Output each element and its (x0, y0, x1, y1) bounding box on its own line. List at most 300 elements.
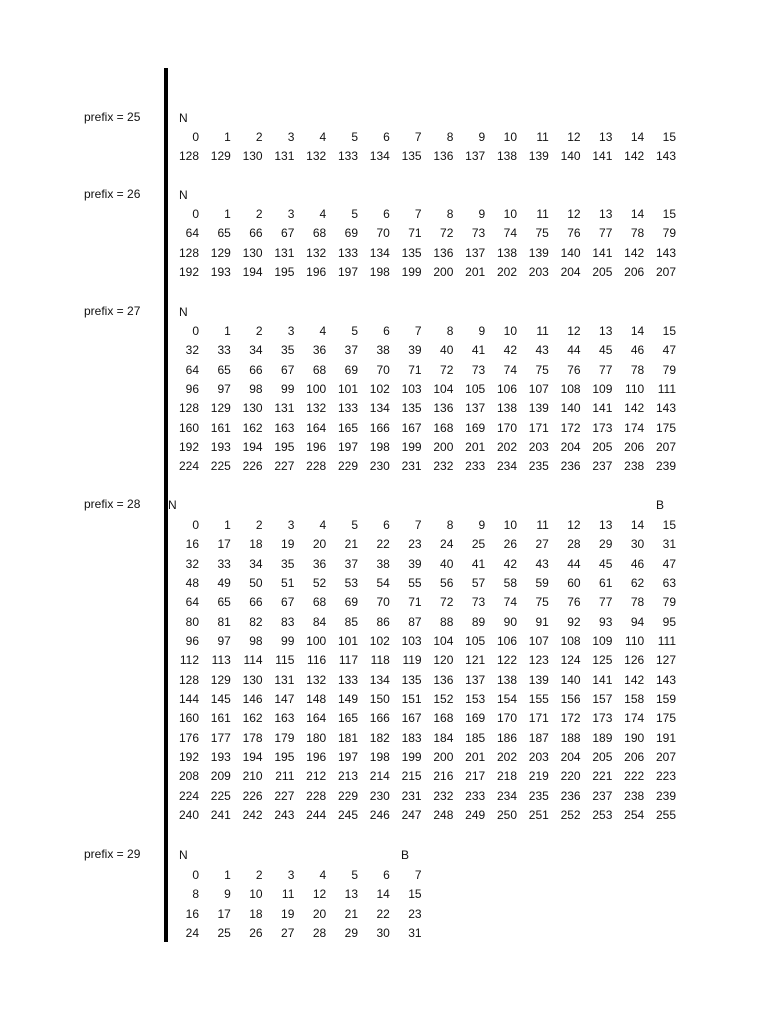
number-cell: 119 (402, 653, 422, 668)
number-cell: 131 (274, 401, 295, 416)
number-cell: 170 (496, 420, 517, 435)
number-cell: 228 (306, 459, 327, 474)
number-cell: 129 (210, 401, 231, 416)
number-row (0, 787, 768, 806)
number-cell: 73 (471, 226, 486, 241)
number-cell: 143 (655, 401, 676, 416)
number-cell: 18 (249, 906, 263, 921)
number-cell: 0 (192, 324, 199, 338)
number-cell: 36 (312, 556, 327, 571)
number-cell: 142 (624, 149, 645, 164)
number-cell: 72 (440, 595, 454, 610)
number-cell: 158 (624, 692, 645, 706)
number-cell: 83 (281, 614, 295, 629)
number-row (0, 748, 768, 767)
number-cell: 169 (465, 420, 486, 435)
number-cell: 183 (401, 730, 422, 745)
number-cell: 64 (185, 362, 199, 377)
number-cell: 191 (655, 730, 676, 745)
number-cell: 249 (465, 808, 486, 822)
number-cell: 140 (560, 401, 581, 416)
number-cell: 145 (210, 692, 231, 706)
number-cell: 225 (210, 788, 231, 803)
number-cell: 2 (255, 868, 263, 882)
number-row (0, 866, 768, 885)
number-cell: 100 (306, 382, 327, 396)
number-cell: 69 (344, 362, 358, 377)
number-cell: 13 (599, 130, 613, 144)
number-cell: 0 (192, 207, 199, 221)
number-cell: 58 (503, 576, 517, 590)
number-cell: 126 (624, 653, 645, 668)
number-cell: 70 (376, 595, 390, 610)
number-cell: 12 (567, 130, 581, 144)
number-cell: 234 (496, 788, 517, 803)
number-cell: 160 (178, 711, 199, 726)
number-row (0, 671, 768, 690)
number-cell: 97 (217, 382, 231, 396)
number-cell: 79 (662, 362, 676, 377)
number-cell: 190 (624, 730, 645, 745)
marker-b: B (656, 498, 665, 512)
number-cell: 139 (528, 245, 549, 260)
number-cell: 175 (655, 420, 676, 435)
number-cell: 71 (408, 362, 422, 377)
number-cell: 21 (344, 906, 358, 921)
number-cell: 76 (567, 595, 581, 610)
number-row (0, 419, 768, 438)
number-cell: 226 (242, 459, 263, 474)
number-cell: 169 (465, 711, 486, 726)
number-cell: 242 (242, 808, 263, 822)
number-cell: 3 (287, 518, 295, 532)
number-cell: 104 (433, 634, 454, 648)
number-cell: 193 (210, 440, 231, 454)
number-cell: 69 (344, 595, 358, 610)
number-cell: 8 (446, 207, 454, 221)
number-cell: 155 (528, 692, 549, 706)
number-cell: 0 (192, 868, 199, 882)
number-cell: 185 (465, 730, 486, 745)
number-cell: 75 (535, 362, 549, 377)
number-cell: 86 (376, 614, 390, 629)
number-cell: 168 (433, 711, 454, 726)
number-cell: 129 (210, 245, 231, 260)
number-cell: 130 (242, 672, 263, 687)
number-cell: 209 (210, 769, 231, 784)
number-cell: 233 (465, 459, 486, 474)
number-cell: 99 (281, 382, 295, 396)
number-cell: 4 (319, 518, 327, 532)
section-label: prefix = 25 (84, 110, 141, 124)
number-cell: 1 (224, 207, 231, 221)
number-cell: 100 (306, 634, 327, 648)
number-cell: 88 (440, 614, 454, 629)
number-cell: 74 (503, 226, 517, 241)
number-cell: 109 (592, 382, 613, 396)
number-cell: 6 (383, 207, 390, 221)
number-cell: 136 (433, 401, 454, 416)
number-cell: 198 (369, 750, 390, 764)
number-cell: 42 (503, 556, 517, 571)
number-cell: 7 (414, 130, 422, 144)
number-cell: 248 (433, 808, 454, 822)
number-cell: 116 (307, 653, 327, 668)
number-cell: 167 (401, 420, 422, 435)
number-cell: 139 (528, 401, 549, 416)
number-cell: 130 (242, 401, 263, 416)
number-cell: 110 (625, 634, 645, 648)
number-cell: 212 (306, 769, 327, 784)
number-cell: 25 (471, 537, 486, 552)
number-row (0, 613, 768, 632)
number-cell: 205 (592, 750, 613, 764)
number-cell: 138 (496, 401, 517, 416)
number-row (0, 263, 768, 282)
number-cell: 192 (178, 440, 199, 454)
number-cell: 45 (599, 343, 613, 358)
number-cell: 147 (274, 692, 295, 706)
number-cell: 140 (560, 672, 581, 687)
number-cell: 9 (478, 130, 486, 144)
number-cell: 178 (242, 730, 263, 745)
number-cell: 101 (337, 634, 358, 648)
number-cell: 151 (401, 692, 422, 706)
number-cell: 180 (306, 730, 327, 745)
number-cell: 203 (528, 750, 549, 764)
number-cell: 105 (465, 634, 486, 648)
number-cell: 231 (401, 459, 422, 474)
number-cell: 198 (369, 440, 390, 454)
marker-n: N (179, 848, 188, 862)
number-cell: 2 (255, 518, 263, 532)
number-cell: 133 (337, 672, 358, 687)
number-cell: 166 (369, 420, 390, 435)
number-cell: 11 (536, 518, 549, 532)
number-cell: 130 (242, 245, 263, 260)
number-cell: 66 (249, 226, 263, 241)
number-cell: 9 (478, 518, 486, 532)
number-cell: 154 (496, 692, 517, 706)
number-cell: 218 (496, 769, 517, 784)
number-cell: 202 (496, 440, 517, 454)
number-cell: 15 (408, 887, 422, 902)
number-cell: 24 (185, 926, 199, 940)
number-cell: 19 (281, 906, 295, 921)
number-cell: 6 (383, 130, 390, 144)
number-cell: 76 (567, 362, 581, 377)
number-cell: 77 (599, 362, 613, 377)
number-cell: 91 (535, 614, 549, 629)
number-cell: 75 (535, 226, 549, 241)
number-cell: 40 (440, 556, 454, 571)
number-cell: 10 (249, 887, 263, 902)
number-cell: 195 (274, 265, 295, 279)
number-cell: 117 (338, 653, 358, 668)
number-cell: 153 (465, 692, 486, 706)
number-cell: 74 (503, 362, 517, 377)
number-cell: 213 (337, 769, 358, 784)
number-cell: 94 (630, 614, 645, 629)
number-cell: 1 (224, 518, 231, 532)
number-cell: 64 (185, 595, 199, 610)
number-cell: 201 (465, 440, 486, 454)
number-cell: 20 (312, 537, 327, 552)
number-cell: 152 (433, 692, 454, 706)
number-cell: 85 (344, 614, 358, 629)
number-cell: 64 (185, 226, 199, 241)
number-cell: 128 (178, 401, 199, 416)
number-cell: 7 (414, 324, 422, 338)
number-cell: 224 (178, 459, 199, 474)
number-cell: 131 (274, 149, 295, 164)
number-cell: 14 (630, 130, 645, 144)
number-cell: 65 (217, 226, 231, 241)
number-cell: 173 (592, 711, 613, 726)
number-row (0, 555, 768, 574)
number-cell: 135 (401, 245, 422, 260)
number-cell: 37 (344, 556, 358, 571)
number-cell: 217 (465, 769, 486, 784)
number-cell: 13 (599, 207, 613, 221)
number-cell: 25 (217, 926, 231, 940)
number-cell: 5 (351, 868, 358, 882)
number-cell: 239 (655, 788, 676, 803)
number-cell: 222 (624, 769, 645, 784)
number-cell: 193 (210, 750, 231, 764)
number-cell: 231 (401, 788, 422, 803)
number-cell: 68 (312, 362, 327, 377)
number-cell: 122 (496, 653, 517, 668)
number-cell: 0 (192, 518, 199, 532)
number-cell: 168 (433, 420, 454, 435)
number-cell: 194 (242, 750, 263, 764)
number-cell: 204 (560, 750, 581, 764)
number-cell: 71 (408, 226, 422, 241)
number-cell: 135 (401, 149, 422, 164)
number-cell: 228 (306, 788, 327, 803)
number-cell: 163 (274, 711, 295, 726)
number-cell: 181 (337, 730, 358, 745)
number-row (0, 380, 768, 399)
number-cell: 161 (210, 420, 231, 435)
number-cell: 141 (592, 245, 613, 260)
number-cell: 149 (337, 692, 358, 706)
number-cell: 144 (178, 692, 199, 706)
number-cell: 8 (446, 130, 454, 144)
number-cell: 128 (178, 245, 199, 260)
number-cell: 27 (281, 926, 295, 940)
number-cell: 15 (662, 130, 676, 144)
number-cell: 137 (465, 672, 486, 687)
number-cell: 166 (369, 711, 390, 726)
number-cell: 32 (185, 556, 199, 571)
number-cell: 197 (337, 440, 358, 454)
number-cell: 174 (624, 420, 645, 435)
number-cell: 32 (185, 343, 199, 358)
number-cell: 5 (351, 324, 358, 338)
number-cell: 13 (599, 324, 613, 338)
number-cell: 206 (624, 750, 645, 764)
number-cell: 206 (624, 265, 645, 279)
number-cell: 17 (217, 537, 231, 552)
number-cell: 162 (242, 711, 263, 726)
number-cell: 192 (178, 265, 199, 279)
number-cell: 101 (337, 382, 358, 396)
number-cell: 6 (383, 324, 390, 338)
number-cell: 2 (255, 324, 263, 338)
number-cell: 14 (630, 324, 645, 338)
number-row (0, 322, 768, 341)
number-cell: 142 (624, 401, 645, 416)
number-cell: 38 (376, 343, 390, 358)
number-cell: 134 (369, 149, 390, 164)
number-cell: 161 (210, 711, 231, 726)
number-cell: 137 (465, 245, 486, 260)
number-cell: 237 (592, 788, 613, 803)
number-cell: 26 (249, 926, 263, 940)
number-cell: 172 (560, 420, 581, 435)
number-cell: 49 (217, 576, 231, 590)
number-cell: 107 (528, 382, 549, 396)
number-cell: 8 (446, 518, 454, 532)
number-cell: 204 (560, 440, 581, 454)
number-cell: 205 (592, 265, 613, 279)
marker-n: N (179, 188, 188, 202)
number-cell: 77 (599, 595, 613, 610)
number-row (0, 574, 768, 593)
number-cell: 132 (306, 245, 327, 260)
number-cell: 243 (274, 808, 295, 822)
number-cell: 12 (567, 207, 581, 221)
number-cell: 142 (624, 672, 645, 687)
number-cell: 207 (655, 440, 676, 454)
number-cell: 196 (306, 750, 327, 764)
number-cell: 205 (592, 440, 613, 454)
number-cell: 202 (496, 265, 517, 279)
number-row (0, 690, 768, 709)
number-cell: 98 (249, 382, 263, 396)
number-row (0, 457, 768, 476)
number-cell: 219 (528, 769, 549, 784)
number-cell: 79 (662, 226, 676, 241)
number-cell: 10 (503, 207, 517, 221)
number-cell: 87 (408, 614, 422, 629)
number-cell: 254 (624, 808, 645, 822)
number-row (0, 535, 768, 554)
number-cell: 138 (496, 672, 517, 687)
number-cell: 148 (306, 692, 327, 706)
number-cell: 10 (503, 130, 517, 144)
number-cell: 1 (224, 130, 231, 144)
number-cell: 4 (319, 868, 327, 882)
number-cell: 104 (433, 382, 454, 396)
number-cell: 84 (312, 614, 327, 629)
number-cell: 106 (496, 634, 517, 648)
number-cell: 68 (312, 226, 327, 241)
number-cell: 229 (337, 459, 358, 474)
number-cell: 241 (210, 808, 231, 822)
number-cell: 3 (287, 130, 295, 144)
number-cell: 11 (536, 207, 549, 221)
number-cell: 255 (655, 808, 676, 822)
number-cell: 26 (503, 537, 517, 552)
number-cell: 78 (630, 362, 645, 377)
number-cell: 141 (592, 149, 613, 164)
number-cell: 187 (528, 730, 549, 745)
number-cell: 51 (281, 576, 295, 590)
number-cell: 140 (560, 245, 581, 260)
number-cell: 220 (560, 769, 581, 784)
number-cell: 34 (249, 343, 263, 358)
number-cell: 97 (217, 634, 231, 648)
number-cell: 102 (369, 382, 390, 396)
number-cell: 207 (655, 265, 676, 279)
number-cell: 77 (599, 226, 613, 241)
number-cell: 141 (592, 672, 613, 687)
number-cell: 13 (344, 887, 358, 902)
number-cell: 235 (528, 788, 549, 803)
number-cell: 129 (210, 672, 231, 687)
section-label: prefix = 27 (84, 304, 141, 318)
number-cell: 42 (503, 343, 517, 358)
number-cell: 112 (179, 653, 199, 668)
number-cell: 131 (274, 672, 295, 687)
number-row (0, 205, 768, 224)
number-row (0, 341, 768, 360)
number-cell: 73 (471, 595, 486, 610)
number-cell: 66 (249, 362, 263, 377)
number-cell: 250 (496, 808, 517, 822)
number-cell: 14 (630, 518, 645, 532)
number-cell: 138 (496, 149, 517, 164)
number-cell: 227 (274, 788, 295, 803)
number-cell: 7 (414, 868, 422, 882)
number-cell: 17 (217, 906, 231, 921)
number-cell: 230 (369, 459, 390, 474)
number-cell: 232 (433, 788, 454, 803)
number-cell: 4 (319, 130, 327, 144)
number-cell: 43 (535, 556, 549, 571)
number-cell: 22 (376, 537, 390, 552)
number-cell: 195 (274, 440, 295, 454)
number-cell: 73 (471, 362, 486, 377)
number-cell: 172 (560, 711, 581, 726)
number-cell: 130 (242, 149, 263, 164)
number-row (0, 651, 768, 670)
number-cell: 195 (274, 750, 295, 764)
number-cell: 143 (655, 245, 676, 260)
number-cell: 96 (185, 382, 199, 396)
number-cell: 167 (401, 711, 422, 726)
number-cell: 13 (599, 518, 613, 532)
number-cell: 111 (657, 634, 676, 648)
number-cell: 47 (662, 343, 676, 358)
number-row (0, 516, 768, 535)
number-row (0, 767, 768, 786)
number-cell: 235 (528, 459, 549, 474)
number-row (0, 593, 768, 612)
number-cell: 108 (560, 634, 581, 648)
number-cell: 2 (255, 207, 263, 221)
number-cell: 30 (376, 926, 390, 940)
number-cell: 124 (560, 653, 581, 668)
number-cell: 89 (471, 614, 486, 629)
number-cell: 19 (281, 537, 295, 552)
number-cell: 16 (185, 906, 199, 921)
number-cell: 65 (217, 595, 231, 610)
number-cell: 33 (217, 556, 231, 571)
